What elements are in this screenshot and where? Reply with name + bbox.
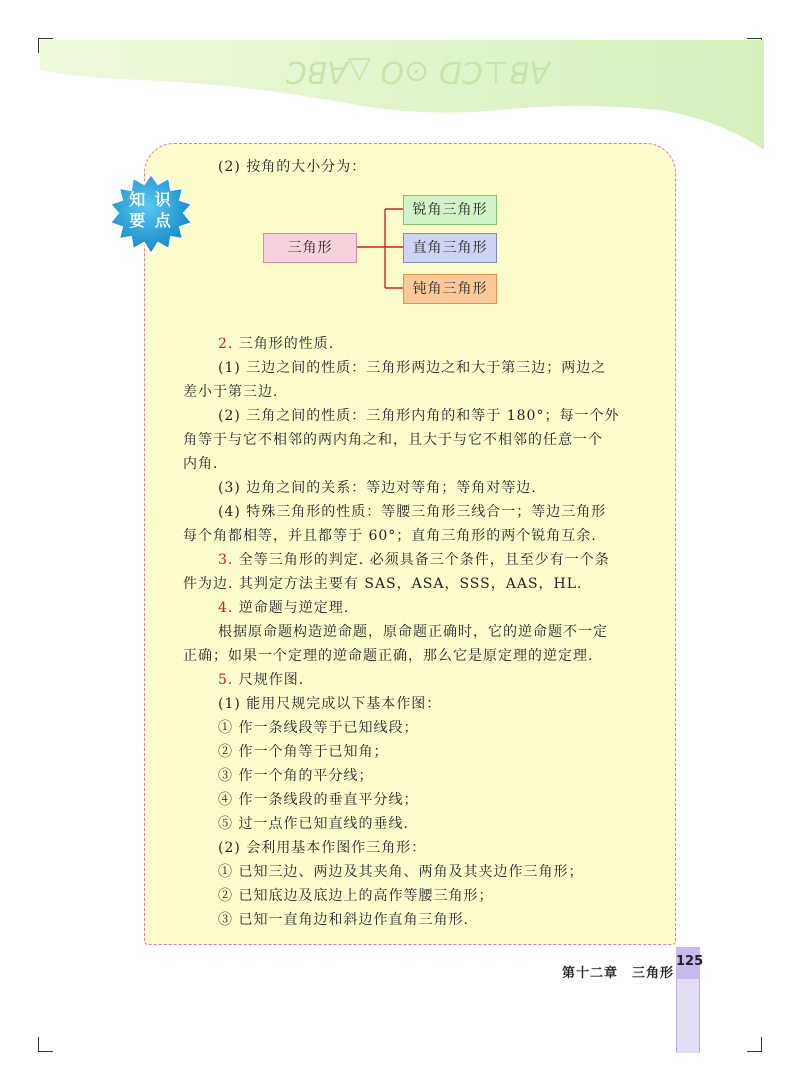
body-line: ③ 作一个角的平分线； [218, 768, 374, 784]
diagram-acute-box: 锐角三角形 [403, 195, 497, 225]
body-line: 3. 全等三角形的判定. 必须具备三个条件，且至少有一个条 [218, 552, 610, 568]
body-line: 内角. [183, 456, 219, 472]
body-line: 根据原命题构造逆命题，原命题正确时，它的逆命题不一定 [218, 624, 608, 640]
diagram-connector [0, 0, 800, 400]
body-line: 件为边. 其判定方法主要有 SAS，ASA，SSS，AAS，HL. [183, 576, 583, 592]
body-line: 角等于与它不相邻的两内角之和，且大于与它不相邻的任意一个 [183, 432, 603, 448]
body-line: (3) 边角之间的关系：等边对等角；等角对等边. [218, 480, 537, 496]
badge-line2: 要 点 [129, 211, 173, 230]
body-line: 5. 尺规作图. [218, 672, 305, 688]
banner-handwriting: AB⊥CD ⊙O △ABC [285, 54, 550, 89]
body-line: ② 已知底边及底边上的高作等腰三角形； [218, 888, 494, 904]
diagram-right-box: 直角三角形 [403, 233, 497, 263]
body-line: (2) 会利用基本作图作三角形： [218, 840, 427, 856]
diagram-obtuse-box: 钝角三角形 [403, 274, 497, 304]
page-number: 125 [676, 947, 700, 979]
crop-mark [747, 1037, 762, 1052]
body-line: (1) 三边之间的性质：三角形两边之和大于第三边；两边之 [218, 360, 607, 376]
body-line: ① 已知三边、两边及其夹角、两角及其夹边作三角形； [218, 864, 584, 880]
body-line: 正确；如果一个定理的逆命题正确，那么它是原定理的逆定理. [183, 648, 594, 664]
chapter-footer: 第十二章 三角形 [562, 966, 675, 981]
body-line: ① 作一条线段等于已知线段； [218, 720, 419, 736]
intro-line: (2) 按角的大小分为： [218, 159, 367, 175]
body-line: ③ 已知一直角边和斜边作直角三角形. [218, 912, 469, 928]
body-line: 每个角都相等，并且都等于 60°；直角三角形的两个锐角互余. [183, 528, 597, 544]
body-line: (4) 特殊三角形的性质：等腰三角形三线合一；等边三角形 [218, 504, 607, 520]
body-line: (1) 能用尺规完成以下基本作图： [218, 696, 442, 712]
body-line: 4. 逆命题与逆定理. [218, 600, 350, 616]
body-line: 差小于第三边. [183, 384, 279, 400]
badge-line1: 知 识 [129, 190, 173, 209]
body-line: ⑤ 过一点作已知直线的垂线. [218, 816, 409, 832]
diagram-root-box: 三角形 [263, 233, 357, 263]
body-line: 2. 三角形的性质. [218, 336, 335, 352]
body-line: (2) 三角之间的性质：三角形内角的和等于 180°；每一个外 [218, 408, 620, 424]
body-line: ④ 作一条线段的垂直平分线； [218, 792, 419, 808]
crop-mark [38, 1037, 53, 1052]
body-line: ② 作一个角等于已知角； [218, 744, 389, 760]
